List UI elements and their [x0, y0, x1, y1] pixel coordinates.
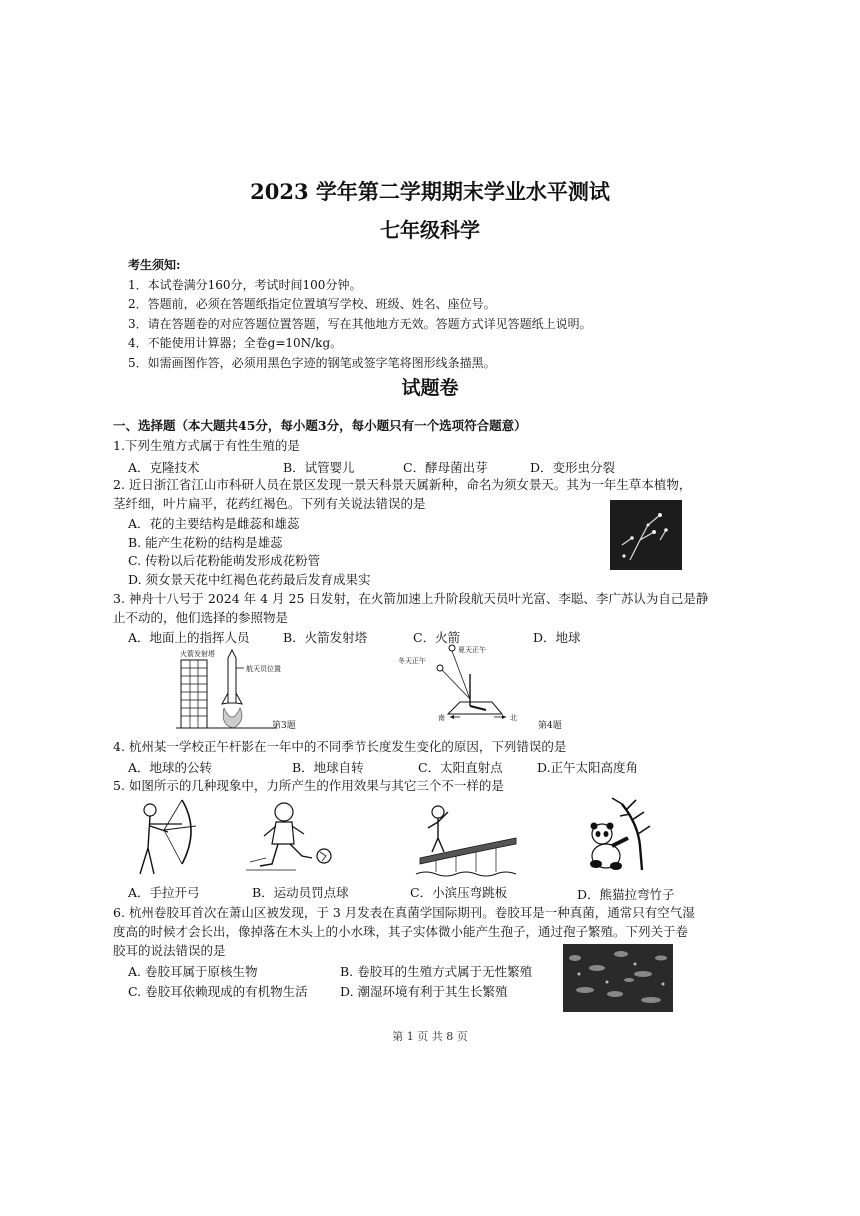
fungus-photo — [563, 944, 673, 1012]
diving-board-figure — [416, 798, 520, 876]
paper-title: 试题卷 — [401, 377, 459, 399]
q5-stem: 5. 如图所示的几种现象中，力所产生的作用效果与其它三个不一样的是 — [113, 778, 504, 793]
note-item: 1．本试卷满分160分，考试时间100分钟。 — [128, 277, 362, 292]
candidate-notes — [128, 256, 592, 373]
fig4-caption: 第4题 — [538, 721, 562, 731]
q6-option-b: B. 卷胶耳的生殖方式属于无性繁殖 — [340, 964, 533, 979]
q6-stem-line3: 胶耳的说法错误的是 — [113, 943, 226, 958]
q3-stem-line1: 3. 神舟十八号于 2024 年 4 月 25 日发射，在火箭加速上升阶段航天员叶光富、李聪、李广苏认为自己是静 — [113, 591, 709, 606]
note-item: 3．请在答题卷的对应答题位置答题，写在其他地方无效。答题方式详见答题纸上说明。 — [128, 316, 592, 331]
q5-option-b: B．运动员罚点球 — [252, 885, 349, 900]
q6-option-c: C. 卷胶耳依赖现成的有机物生活 — [128, 984, 308, 999]
q2-option-a: A．花的主要结构是雌蕊和雄蕊 — [128, 516, 300, 531]
q2-stem-line1: 2. 近日浙江省江山市科研人员在景区发现一景天科景天属新种，命名为须女景天。其为一年生草本植物， — [113, 477, 692, 492]
q6-option-d: D. 潮湿环境有利于其生长繁殖 — [340, 984, 508, 999]
q4-option-b: B．地球自转 — [292, 760, 364, 775]
q4-option-c: C．太阳直射点 — [418, 760, 503, 775]
exam-title: 2023 学年第二学期期末学业水平测试 — [250, 179, 610, 204]
q3-option-a: A．地面上的指挥人员 — [128, 630, 250, 645]
label-summer-noon: 夏天正午 — [458, 646, 486, 654]
q4-option-d: D.正午太阳高度角 — [537, 760, 639, 775]
q6-option-a: A. 卷胶耳属于原核生物 — [128, 964, 258, 979]
label-winter-noon: 冬天正午 — [398, 657, 426, 665]
q2-option-c: C. 传粉以后花粉能萌发形成花粉管 — [128, 553, 321, 568]
q6-stem-line1: 6. 杭州卷胶耳首次在萧山区被发现，于 3 月发表在真菌学国际期刊。卷胶耳是一种真菌，通常只有空气湿 — [113, 905, 695, 920]
archer-figure — [124, 796, 200, 876]
label-launch-tower: 火箭发射塔 — [180, 650, 215, 658]
section-heading: 一、选择题（本大题共45分，每小题3分，每小题只有一个选项符合题意） — [113, 418, 527, 433]
q1-option-b: B．试管婴儿 — [283, 460, 355, 475]
label-north: 北 — [510, 714, 517, 722]
q2-option-d: D. 须女景天花中红褐色花药最后发育成果实 — [128, 572, 371, 587]
q1-option-c: C．酵母菌出芽 — [403, 460, 488, 475]
plant-photo — [610, 500, 682, 570]
q5-option-a: A．手拉开弓 — [128, 885, 200, 900]
q3-stem-line2: 止不动的，他们选择的参照物是 — [113, 610, 289, 625]
q1-option-a: A．克隆技术 — [128, 460, 200, 475]
q1-option-d: D．变形虫分裂 — [530, 460, 616, 475]
q3-option-c: C．火箭 — [413, 630, 461, 645]
fig3-caption: 第3题 — [272, 721, 296, 731]
q3-option-d: D．地球 — [533, 630, 581, 645]
q5-option-d: D．熊猫拉弯竹子 — [577, 887, 675, 902]
q5-option-c: C．小滨压弯跳板 — [410, 885, 508, 900]
q2-option-b: B. 能产生花粉的结构是雄蕊 — [128, 535, 283, 550]
notes-heading: 考生须知: — [128, 258, 181, 272]
q1-stem: 1.下列生殖方式属于有性生殖的是 — [113, 438, 300, 453]
label-south: 南 — [438, 714, 445, 722]
page-footer: 第 1 页 共 8 页 — [392, 1030, 468, 1043]
q3-option-b: B．火箭发射塔 — [283, 630, 368, 645]
exam-subject: 七年级科学 — [380, 218, 480, 242]
q4-option-a: A．地球的公转 — [128, 760, 213, 775]
note-item: 5．如需画图作答，必须用黑色字迹的钢笔或签字笔将图形线条描黑。 — [128, 355, 496, 370]
q6-stem-line2: 度高的时候才会长出，像掉落在木头上的小水珠，其子实体微小能产生孢子，通过孢子繁殖。下列关于卷 — [113, 924, 689, 939]
label-astronaut-position: 航天员位置 — [246, 665, 281, 673]
football-player-figure — [246, 798, 346, 876]
q2-stem-line2: 茎纤细，叶片扁平，花药红褐色。下列有关说法错误的是 — [113, 496, 426, 511]
panda-bamboo-figure — [582, 794, 662, 872]
note-item: 2．答题前，必须在答题纸指定位置填写学校、班级、姓名、座位号。 — [128, 297, 496, 311]
note-item: 4．不能使用计算器；全卷g=10N/kg。 — [128, 336, 343, 350]
q4-stem: 4. 杭州某一学校正午杆影在一年中的不同季节长度发生变化的原因，下列错误的是 — [113, 739, 567, 754]
